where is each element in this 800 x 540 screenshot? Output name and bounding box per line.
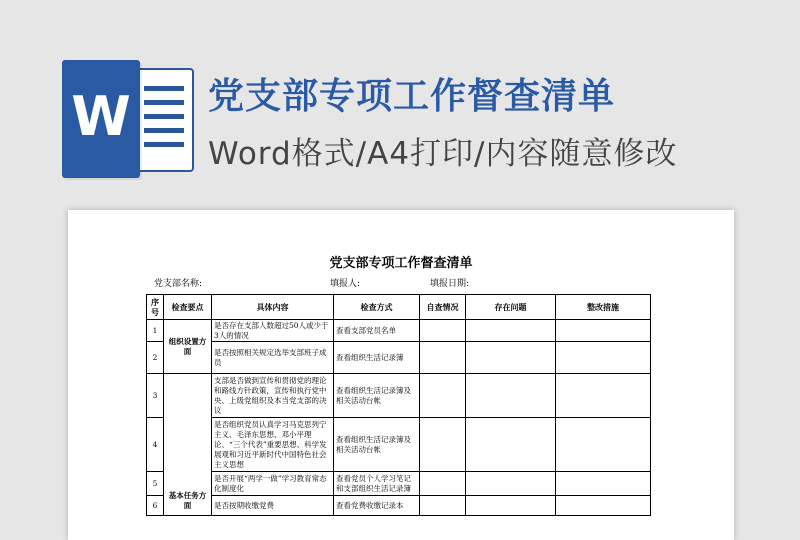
header-measure: 整改措施	[556, 295, 651, 320]
filler-label: 填报人:	[330, 279, 361, 289]
table-row	[147, 472, 651, 496]
row-method: 查看组织生活记录簿及相关活动台帐	[334, 374, 420, 418]
header-no: 序号	[147, 295, 164, 320]
row-no: 6	[147, 496, 164, 516]
group-basic: 基本任务方面	[164, 374, 212, 516]
row-self-check	[420, 496, 466, 516]
table-row	[147, 496, 651, 516]
word-plate	[62, 60, 140, 178]
header-point: 检查要点	[164, 295, 212, 320]
row-method: 查看支部党员名单	[334, 320, 420, 342]
doc-line-icon	[144, 142, 184, 147]
row-problem	[466, 374, 556, 418]
row-problem	[466, 472, 556, 496]
row-no: 2	[147, 342, 164, 374]
row-content: 是否开展“两学一做”学习教育常态化制度化	[212, 472, 334, 496]
row-problem	[466, 418, 556, 472]
table-row	[147, 418, 651, 472]
row-measure	[556, 418, 651, 472]
doc-line-icon	[144, 86, 184, 91]
document-preview	[68, 210, 734, 540]
row-problem	[466, 496, 556, 516]
header-problem: 存在问题	[466, 295, 556, 320]
checklist-table	[146, 294, 651, 516]
row-problem	[466, 342, 556, 374]
row-method: 查看组织生活记录簿	[334, 342, 420, 374]
word-logo-icon	[62, 60, 197, 178]
row-no: 4	[147, 418, 164, 472]
table-row	[147, 320, 651, 342]
row-self-check	[420, 418, 466, 472]
doc-line-icon	[144, 100, 184, 105]
header-self-check: 自查情况	[420, 295, 466, 320]
row-self-check	[420, 472, 466, 496]
header-content: 具体内容	[212, 295, 334, 320]
doc-line-icon	[144, 114, 184, 119]
row-no: 3	[147, 374, 164, 418]
table-row	[147, 342, 651, 374]
row-content: 是否存在支部人数超过50人或少于3人的情况	[212, 320, 334, 342]
document-title: 党支部专项工作督查清单	[329, 256, 473, 271]
row-content: 是否按期收缴党费	[212, 496, 334, 516]
row-no: 1	[147, 320, 164, 342]
row-self-check	[420, 342, 466, 374]
group-org: 组织设置方面	[164, 320, 212, 374]
row-no: 5	[147, 472, 164, 496]
banner-title: 党支部专项工作督查清单	[208, 76, 616, 117]
doc-line-icon	[144, 128, 184, 133]
row-measure	[556, 374, 651, 418]
row-content: 是否组织党员认真学习马克思列宁主义、毛泽东思想、邓小平理论、“三个代表”重要思想、科学发展观和习近平新时代中国特色社会主义思想	[212, 418, 334, 472]
table-row	[147, 374, 651, 418]
word-letter: W	[71, 85, 131, 148]
row-content: 支部是否做到宣传和贯彻党的理论和路线方针政策，宣传和执行党中央、上级党组织及本当党支部的决议	[212, 374, 334, 418]
row-method: 查看组织生活记录簿及相关活动台帐	[334, 418, 420, 472]
date-label: 填报日期:	[430, 279, 470, 289]
row-method: 查看党费收缴记录本	[334, 496, 420, 516]
row-content: 是否按照相关规定选举支部班子成员	[212, 342, 334, 374]
row-self-check	[420, 374, 466, 418]
row-measure	[556, 320, 651, 342]
row-measure	[556, 472, 651, 496]
row-problem	[466, 320, 556, 342]
row-measure	[556, 496, 651, 516]
table-header-row	[147, 295, 651, 320]
row-measure	[556, 342, 651, 374]
branch-name-label: 党支部名称:	[154, 279, 203, 289]
banner-subtitle: Word格式/A4打印/内容随意修改	[208, 136, 678, 172]
row-self-check	[420, 320, 466, 342]
header-method: 检查方式	[334, 295, 420, 320]
row-method: 查看党员个人学习笔记和支部组织生活记录簿	[334, 472, 420, 496]
